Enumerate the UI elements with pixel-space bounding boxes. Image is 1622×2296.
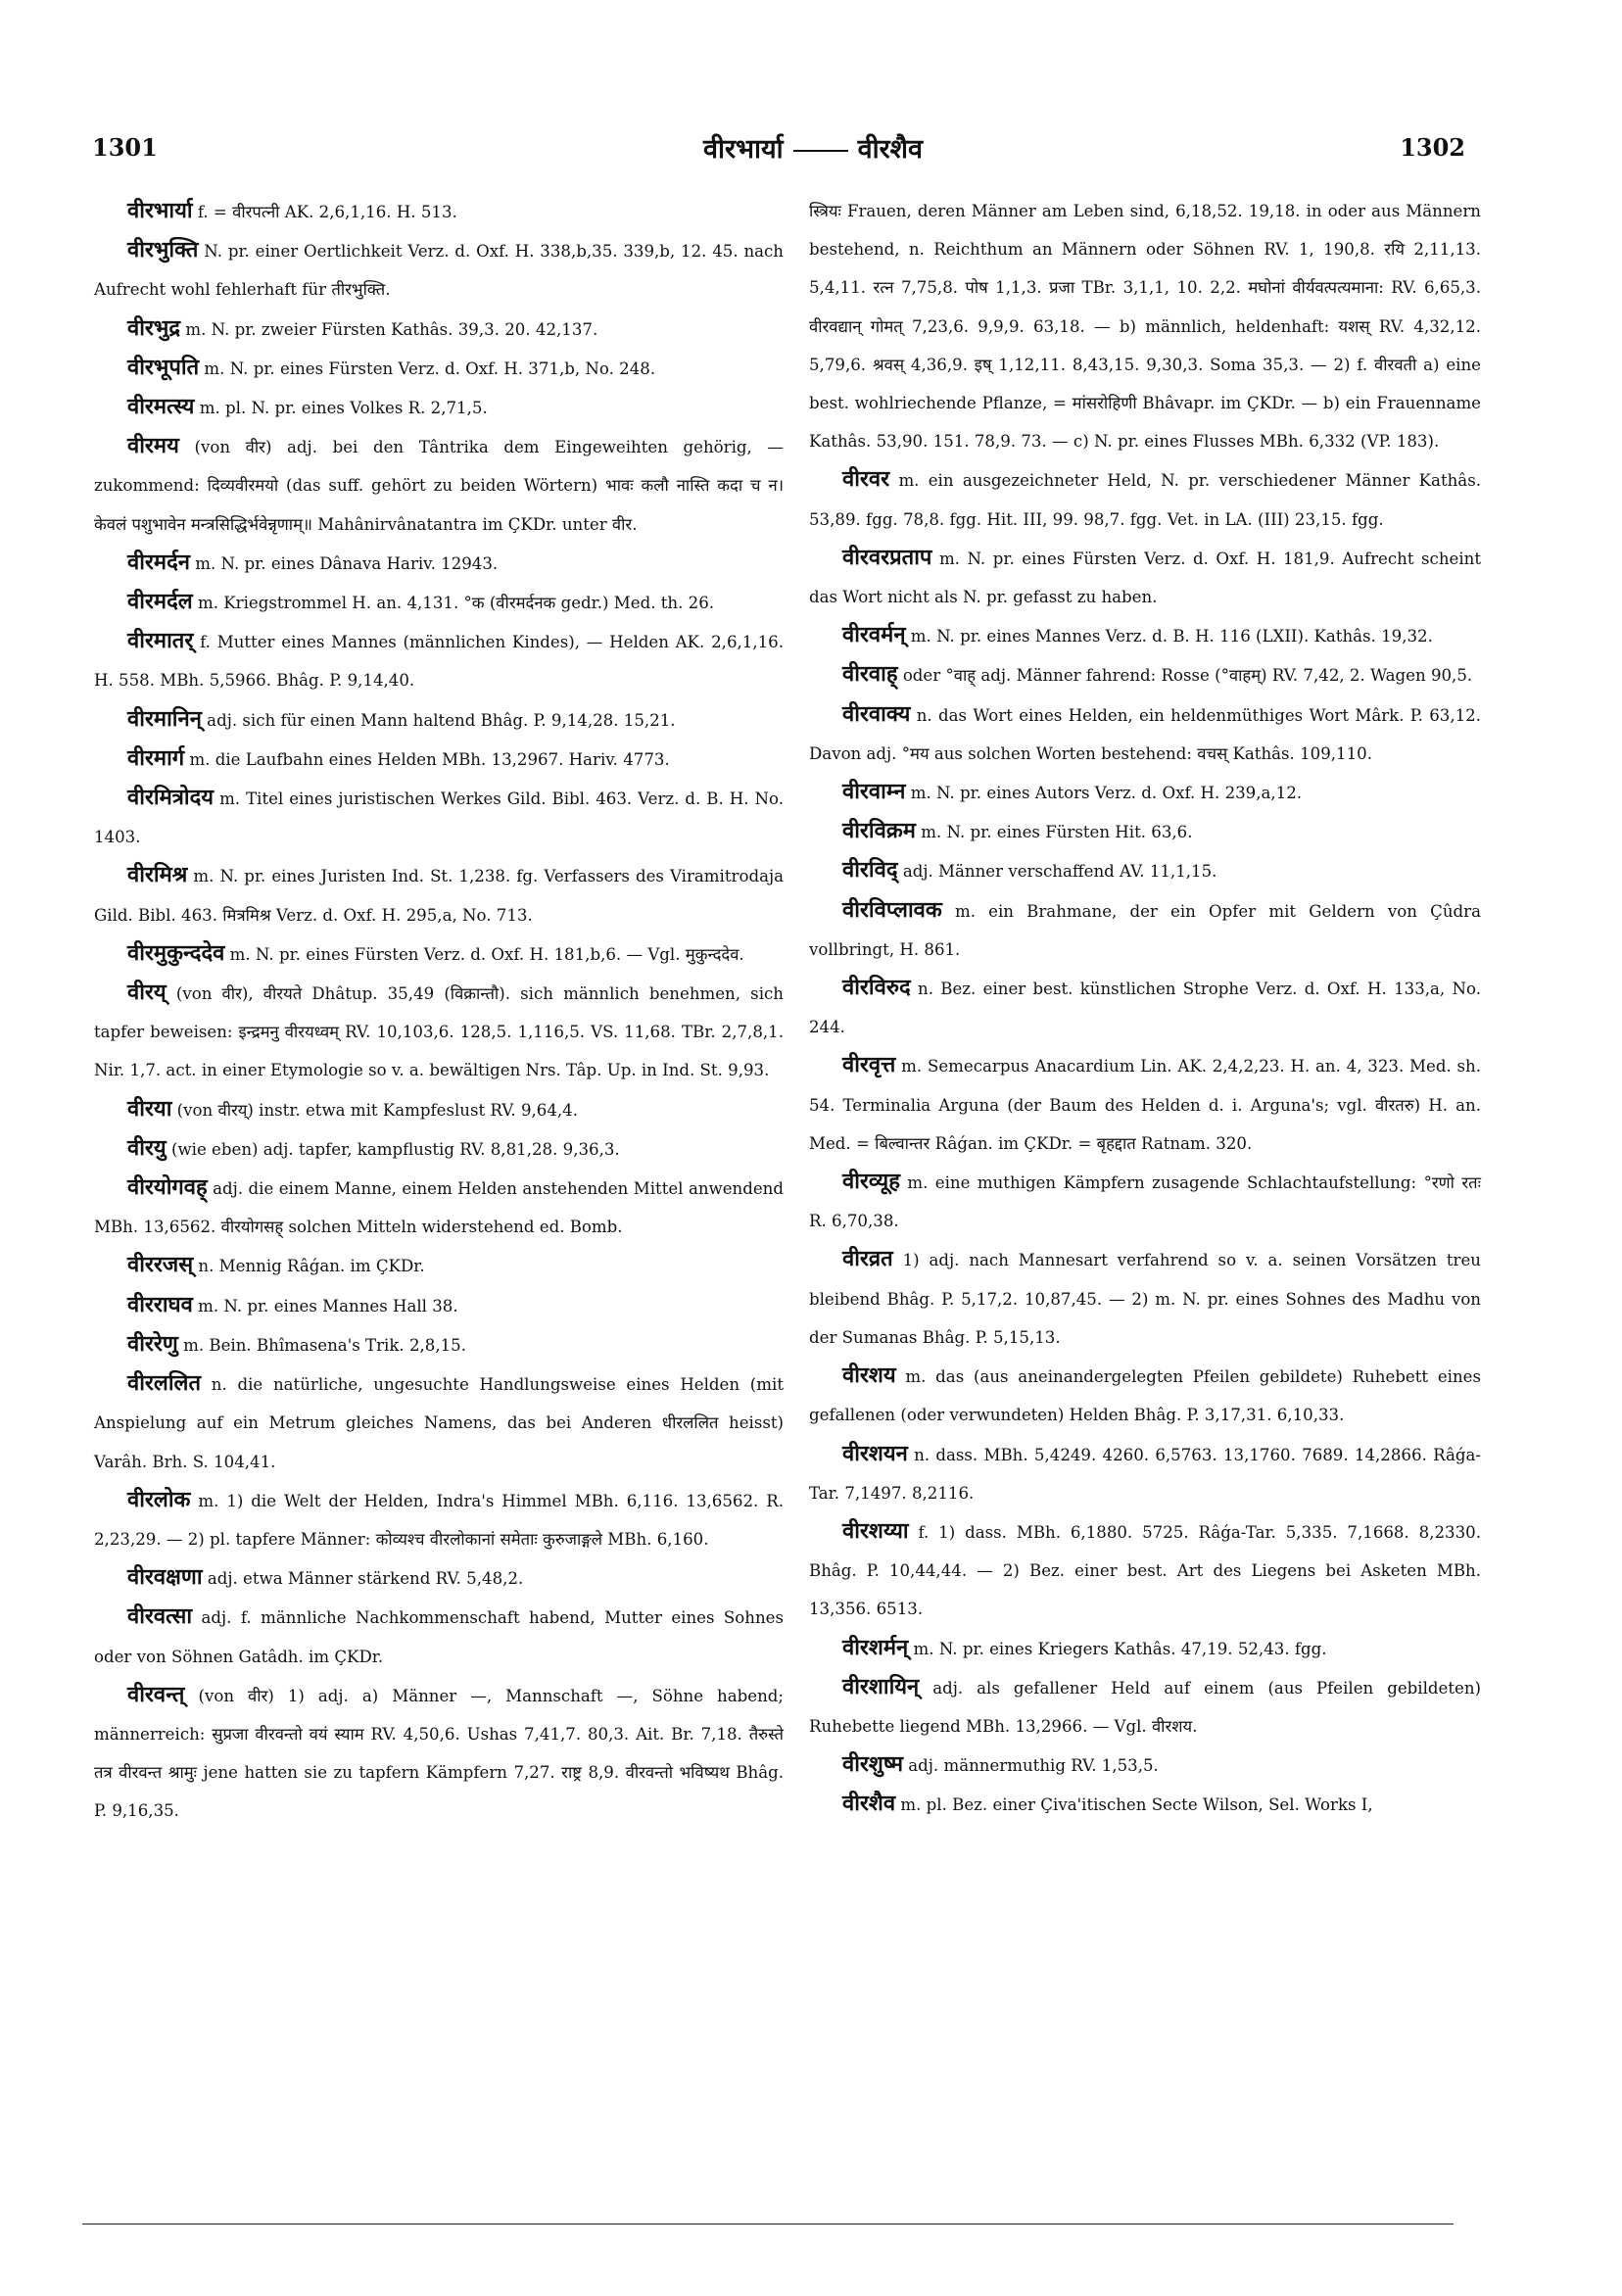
entry-headword: वीरमय bbox=[127, 434, 179, 459]
running-header-last: वीरशैव bbox=[857, 134, 924, 165]
dictionary-entry bbox=[809, 695, 1481, 773]
entry-definition: adj. als gefallener Held auf einem (aus Pfeilen gebildeten) Ruhebette liegend MBh. 13,2966. — Vgl. वीरशय. bbox=[809, 1678, 1481, 1736]
dictionary-entry bbox=[94, 622, 784, 699]
dictionary-entry bbox=[94, 974, 784, 1090]
entry-definition: m. N. pr. eines Fürsten Verz. d. Oxf. H. 181,b,6. — Vgl. मुकुन्ददेव. bbox=[224, 944, 744, 964]
header-dash bbox=[793, 150, 848, 152]
entry-definition: adj. die einem Manne, einem Helden anstehenden Mittel anwendend MBh. 13,6562. वीरयोगसह् solchen Mitteln widerstehend ed. Bomb. bbox=[94, 1179, 784, 1237]
entry-definition: (wie eben) adj. tapfer, kampflustig RV. 8,81,28. 9,36,3. bbox=[166, 1139, 620, 1159]
entry-definition: m. die Laufbahn eines Helden MBh. 13,2967. Hariv. 4773. bbox=[184, 749, 670, 769]
entry-definition: m. pl. Bez. einer Çiva'itischen Secte Wilson, Sel. Works I, bbox=[895, 1795, 1373, 1815]
dictionary-entry bbox=[94, 1129, 784, 1169]
entry-definition: adj. sich für einen Mann haltend Bhâg. P. 9,14,28. 15,21. bbox=[201, 710, 676, 730]
entry-headword: वीरभूपति bbox=[127, 355, 200, 380]
entry-definition: 1) adj. nach Mannesart verfahrend so v. a. seinen Vorsätzen treu bleibend Bhâg. P. 5,17,2. 10,87,45. — 2) m. N. pr. eines Sohnes des Madhu von der Sumanas Bhâg. P. 5,15,13. bbox=[809, 1251, 1481, 1347]
dictionary-entry bbox=[809, 1163, 1481, 1240]
entry-headword: वीरशैव bbox=[842, 1792, 896, 1817]
page-number-left: 1301 bbox=[92, 133, 158, 162]
dictionary-entry bbox=[809, 969, 1481, 1046]
dictionary-entry bbox=[809, 616, 1481, 655]
entry-definition: f. Mutter eines Mannes (männlichen Kindes), — Helden AK. 2,6,1,16. H. 558. MBh. 5,5966. Bhâg. P. 9,14,40. bbox=[94, 633, 784, 691]
entry-headword: वीरवन्त् bbox=[127, 1682, 185, 1707]
entry-definition: m. N. pr. eines Fürsten Verz. d. Oxf. H. 181,9. Aufrecht scheint das Wort nicht als N. pr. gefasst zu haben. bbox=[809, 549, 1481, 607]
dictionary-entry bbox=[809, 773, 1481, 812]
dictionary-entry bbox=[94, 1481, 784, 1558]
entry-headword: वीरविरुद bbox=[842, 976, 911, 1001]
entry-definition: m. Bein. Bhîmasena's Trik. 2,8,15. bbox=[177, 1335, 467, 1355]
entry-headword: वीरय् bbox=[127, 981, 167, 1006]
entry-definition: m. Semecarpus Anacardium Lin. AK. 2,4,2,23. H. an. 4, 323. Med. sh. 54. Terminalia Arguna (der Baum des Helden d. i. Arguna's; vgl. वीरतरु) H. an. Med. = बिल्वान्तर Râǵan. im ÇKDr. = बृहद्दात Ratnam. 320. bbox=[809, 1057, 1481, 1153]
entry-headword: वीरशय bbox=[842, 1363, 896, 1389]
entry-headword: वीरवर bbox=[842, 467, 890, 493]
entry-definition: m. N. pr. eines Mannes Verz. d. B. H. 116 (LXII). Kathâs. 19,32. bbox=[905, 627, 1433, 646]
entry-definition: m. pl. N. pr. eines Volkes R. 2,71,5. bbox=[194, 399, 488, 418]
entry-definition: n. Bez. einer best. künstlichen Strophe Verz. d. Oxf. H. 133,a, No. 244. bbox=[809, 980, 1481, 1037]
dictionary-entry bbox=[809, 1629, 1481, 1668]
entry-headword: वीरयोगवह् bbox=[127, 1175, 208, 1201]
dictionary-entry bbox=[809, 1512, 1481, 1629]
entry-headword: वीरमर्दन bbox=[127, 550, 190, 575]
page-number-right: 1302 bbox=[1400, 133, 1465, 162]
entry-headword: वीरव्यूह bbox=[842, 1170, 900, 1195]
entry-headword: वीरमातर् bbox=[127, 629, 194, 654]
entry-headword: वीरभार्या bbox=[127, 199, 193, 223]
entry-headword: वीरमार्ग bbox=[127, 745, 185, 771]
dictionary-entry bbox=[94, 1246, 784, 1285]
running-header bbox=[607, 129, 1019, 166]
dictionary-entry bbox=[94, 934, 784, 974]
entry-definition: (von वीर) 1) adj. a) Männer —, Mannschaft —, Söhne habend; männerreich: सुप्रजा वीरवन्तो वयं स्याम RV. 4,50,6. Ushas 7,41,7. 80,3. Ait. Br. 7,18. तैरुस्ते तत्र वीरवन्त श्रामुः jene hatten sie zu tapfern Kämpfern 7,27. राष्ट्र 8,9. वीरवन्तो भविष्यथ Bhâg. P. 9,16,35. bbox=[94, 1686, 784, 1821]
entry-definition: m. N. pr. eines Kriegers Kathâs. 47,19. 52,43. fgg. bbox=[908, 1639, 1327, 1658]
dictionary-entry bbox=[94, 1169, 784, 1246]
entry-headword: वीरमानिन् bbox=[127, 706, 202, 732]
entry-definition: oder °वाह् adj. Männer fahrend: Rosse (°वाहम्) RV. 7,42, 2. Wagen 90,5. bbox=[897, 666, 1473, 686]
dictionary-entry bbox=[94, 740, 784, 779]
entry-definition: (von वीर), वीरयते Dhâtup. 35,49 (विक्रान्तौ). sich männlich benehmen, sich tapfer beweisen: इन्द्रमनु वीरयध्वम् RV. 10,103,6. 128,5. 1,116,5. VS. 11,68. TBr. 2,7,8,1. Nir. 1,7. act. in einer Etymologie so v. a. bewältigen Nrs. Tâp. Up. in Ind. St. 9,93. bbox=[94, 984, 784, 1080]
dictionary-entry bbox=[94, 310, 784, 349]
entry-definition: m. das (aus aneinandergelegten Pfeilen gebildete) Ruhebett eines gefallenen (oder verwundeten) Helden Bhâg. P. 3,17,31. 6,10,33. bbox=[809, 1367, 1481, 1425]
entry-definition: m. Kriegstrommel H. an. 4,131. °क (वीरमर्दनक gedr.) Med. th. 26. bbox=[192, 594, 715, 613]
entry-headword: वीरविप्लावक bbox=[842, 897, 942, 923]
dictionary-entry bbox=[94, 427, 784, 544]
dictionary-entry bbox=[809, 1240, 1481, 1357]
entry-headword: वीरव्रत bbox=[842, 1247, 893, 1272]
entry-definition: n. dass. MBh. 5,4249. 4260. 6,5763. 13,1760. 7689. 14,2866. Râǵa-Tar. 7,1497. 8,2116. bbox=[809, 1445, 1481, 1503]
dictionary-entry bbox=[809, 655, 1481, 694]
running-header-first: वीरभार्या bbox=[702, 134, 784, 165]
entry-definition: m. eine muthigen Kämpfern zusagende Schlachtaufstellung: °रणो रतः R. 6,70,38. bbox=[809, 1173, 1481, 1231]
entry-definition: (von वीर) adj. bei den Tântrika dem Eingeweihten gehörig, — zukommend: दिव्यवीरमयो (das suff. gehört zu beiden Wörtern) भावः कलौ नास्ति कदा च न। केवलं पशुभावेन मन्त्रसिद्धिर्भवेन्नृणाम्॥ Mahânirvânatantra im ÇKDr. unter वीर. bbox=[94, 438, 784, 534]
entry-definition: m. N. pr. eines Fürsten Verz. d. Oxf. H. 371,b, No. 248. bbox=[199, 359, 656, 378]
entry-headword: वीरमित्रोदय bbox=[127, 786, 215, 811]
entry-headword: वीरवाम्न bbox=[842, 780, 906, 805]
entry-definition: m. N. pr. eines Juristen Ind. St. 1,238. fg. Verfassers des Viramitrodaja Gild. Bibl. 463. मित्रमिश्र Verz. d. Oxf. H. 295,a, No. 713. bbox=[94, 867, 784, 925]
dictionary-entry bbox=[809, 1435, 1481, 1512]
dictionary-entry bbox=[809, 1785, 1481, 1824]
dictionary-entry bbox=[94, 1558, 784, 1598]
dictionary-entry bbox=[94, 1325, 784, 1364]
entry-definition: (von वीरय्) instr. etwa mit Kampfeslust RV. 9,64,4. bbox=[171, 1100, 578, 1120]
entry-definition: adj. männermuthig RV. 1,53,5. bbox=[903, 1756, 1159, 1776]
dictionary-entry bbox=[94, 544, 784, 583]
entry-definition: adj. f. männliche Nachkommenschaft habend, Mutter eines Sohnes oder von Söhnen Gatâdh. im ÇKDr. bbox=[94, 1608, 784, 1666]
entry-definition: m. N. pr. zweier Fürsten Kathâs. 39,3. 20. 42,137. bbox=[180, 319, 598, 339]
entry-definition: m. 1) die Welt der Helden, Indra's Himmel MBh. 6,116. 13,6562. R. 2,23,29. — 2) pl. tapfere Männer: कोव्यश्च वीरलोकानां समेताः कुरुजाङ्गले MBh. 6,160. bbox=[94, 1491, 784, 1549]
entry-headword: वीरवत्सा bbox=[127, 1604, 193, 1630]
right-column bbox=[809, 192, 1481, 1825]
entry-headword: वीरविक्रम bbox=[842, 819, 916, 844]
entry-headword: वीरवाक्य bbox=[842, 701, 911, 727]
entry-headword: वीरवाह् bbox=[842, 662, 898, 688]
entry-headword: वीरयु bbox=[127, 1135, 167, 1161]
entry-definition: n. Mennig Râǵan. im ÇKDr. bbox=[193, 1257, 425, 1276]
entry-headword: वीरमिश्र bbox=[127, 863, 188, 888]
dictionary-entry bbox=[809, 1357, 1481, 1434]
dictionary-entry bbox=[94, 349, 784, 388]
entry-headword: वीरशयन bbox=[842, 1441, 908, 1466]
dictionary-entry bbox=[809, 851, 1481, 890]
entry-headword: वीरमर्दल bbox=[127, 590, 193, 615]
entry-headword: वीरशुष्म bbox=[842, 1752, 903, 1778]
dictionary-entry bbox=[94, 1090, 784, 1129]
entry-headword: वीरवृत्त bbox=[842, 1053, 896, 1078]
entry-headword: वीरमत्स्य bbox=[127, 395, 195, 420]
dictionary-entry bbox=[809, 1746, 1481, 1785]
entry-headword: वीरलोक bbox=[127, 1487, 191, 1512]
left-column bbox=[94, 192, 784, 1831]
dictionary-entry bbox=[809, 1668, 1481, 1746]
entry-definition: adj. etwa Männer stärkend RV. 5,48,2. bbox=[202, 1569, 524, 1589]
entry-definition: n. das Wort eines Helden, ein heldenmüthiges Wort Mârk. P. 63,12. Davon adj. °मय aus solchen Worten bestehend: वचस् Kathâs. 109,110. bbox=[809, 705, 1481, 763]
entry-headword: वीरललित bbox=[127, 1371, 201, 1397]
entry-headword: वीरशर्मन् bbox=[842, 1635, 909, 1660]
entry-headword: वीरमुकुन्ददेव bbox=[127, 940, 225, 966]
entry-headword: वीरवक्षणा bbox=[127, 1565, 203, 1591]
entry-headword: वीरभुद्र bbox=[127, 315, 181, 341]
entry-headword: वीरराघव bbox=[127, 1292, 193, 1317]
dictionary-entry bbox=[809, 812, 1481, 851]
entry-definition: n. die natürliche, ungesuchte Handlungsweise eines Helden (mit Anspielung auf ein Metrum gleiches Namens, das bei Anderen धीरललित heisst) Varâh. Brh. S. 104,41. bbox=[94, 1375, 784, 1471]
entry-headword: वीरभुक्ति bbox=[127, 238, 199, 263]
entry-headword: वीरशय्या bbox=[842, 1518, 909, 1544]
entry-definition: m. N. pr. eines Autors Verz. d. Oxf. H. 239,a,12. bbox=[905, 784, 1303, 803]
entry-headword: वीरया bbox=[127, 1096, 172, 1122]
entry-definition: m. N. pr. eines Mannes Hall 38. bbox=[192, 1296, 458, 1315]
dictionary-entry bbox=[809, 539, 1481, 616]
dictionary-entry bbox=[809, 192, 1481, 460]
dictionary-entry bbox=[94, 1364, 784, 1481]
entry-definition: m. Titel eines juristischen Werkes Gild. Bibl. 463. Verz. d. B. H. No. 1403. bbox=[94, 789, 784, 847]
dictionary-entry bbox=[94, 856, 784, 933]
entry-headword: वीरवरप्रताप bbox=[842, 545, 932, 570]
dictionary-entry bbox=[94, 1676, 784, 1831]
dictionary-entry bbox=[94, 583, 784, 622]
dictionary-entry bbox=[94, 1286, 784, 1325]
dictionary-entry bbox=[94, 231, 784, 309]
entry-definition: m. ein Brahmane, der ein Opfer mit Geldern von Çûdra vollbringt, H. 861. bbox=[809, 901, 1481, 959]
dictionary-entry bbox=[809, 891, 1481, 969]
dictionary-entry bbox=[809, 1046, 1481, 1163]
dictionary-entry bbox=[94, 779, 784, 856]
entry-headword: वीररजस् bbox=[127, 1253, 194, 1278]
dictionary-entry bbox=[94, 388, 784, 427]
dictionary-entry bbox=[94, 1598, 784, 1675]
dictionary-entry bbox=[809, 460, 1481, 538]
dictionary-entry bbox=[94, 192, 784, 231]
entry-definition: m. N. pr. eines Fürsten Hit. 63,6. bbox=[915, 823, 1193, 842]
entry-headword: वीरविद् bbox=[842, 858, 898, 884]
entry-definition: adj. Männer verschaffend AV. 11,1,15. bbox=[897, 862, 1217, 882]
entry-headword: वीरवर्मन् bbox=[842, 623, 906, 648]
entry-definition: स्त्रियः Frauen, deren Männer am Leben sind, 6,18,52. 19,18. in oder aus Männern bestehend, n. Reichthum an Männern oder Söhnen RV. 1, 190,8. रयि 2,11,13. 5,4,11. रत्न 7,75,8. पोष 1,1,3. प्रजा TBr. 3,1,1, 10. 2,2. मघोनां वीर्यवत्पत्यमाना: RV. 6,65,3. वीरवद्यान् गोमत् 7,23,6. 9,9,9. 63,18. — b) männlich, heldenhaft: यशस् RV. 4,32,12. 5,79,6. श्रवस् 4,36,9. इष् 1,12,11. 8,43,15. 9,30,3. Soma 35,3. — 2) f. वीरवती a) eine best. wohlriechende Pflanze, = मांसरोहिणी Bhâvapr. im ÇKDr. — b) ein Frauenname Kathâs. 53,90. 151. 78,9. 73. — c) N. pr. eines Flusses MBh. 6,332 (VP. 183). bbox=[809, 202, 1481, 452]
entry-headword: वीरशायिन् bbox=[842, 1674, 920, 1699]
entry-definition: f. = वीरपत्नी AK. 2,6,1,16. H. 513. bbox=[192, 203, 457, 221]
entry-definition: f. 1) dass. MBh. 6,1880. 5725. Râǵa-Tar. 5,335. 7,1668. 8,2330. Bhâg. P. 10,44,44. — 2) Bez. einer best. Art des Liegens bei Asketen MBh. 13,356. 6513. bbox=[809, 1522, 1481, 1619]
entry-definition: N. pr. einer Oertlichkeit Verz. d. Oxf. H. 338,b,35. 339,b, 12. 45. nach Aufrecht wohl fehlerhaft für तीरभुक्ति. bbox=[94, 242, 784, 300]
entry-definition: m. ein ausgezeichneter Held, N. pr. verschiedener Männer Kathâs. 53,89. fgg. 78,8. fgg. Hit. III, 99. 98,7. fgg. Vet. in LA. (III) 23,15. fgg. bbox=[809, 471, 1481, 529]
dictionary-entry bbox=[94, 700, 784, 740]
entry-definition: m. N. pr. eines Dânava Hariv. 12943. bbox=[189, 553, 499, 573]
entry-headword: वीररेणु bbox=[127, 1331, 178, 1357]
